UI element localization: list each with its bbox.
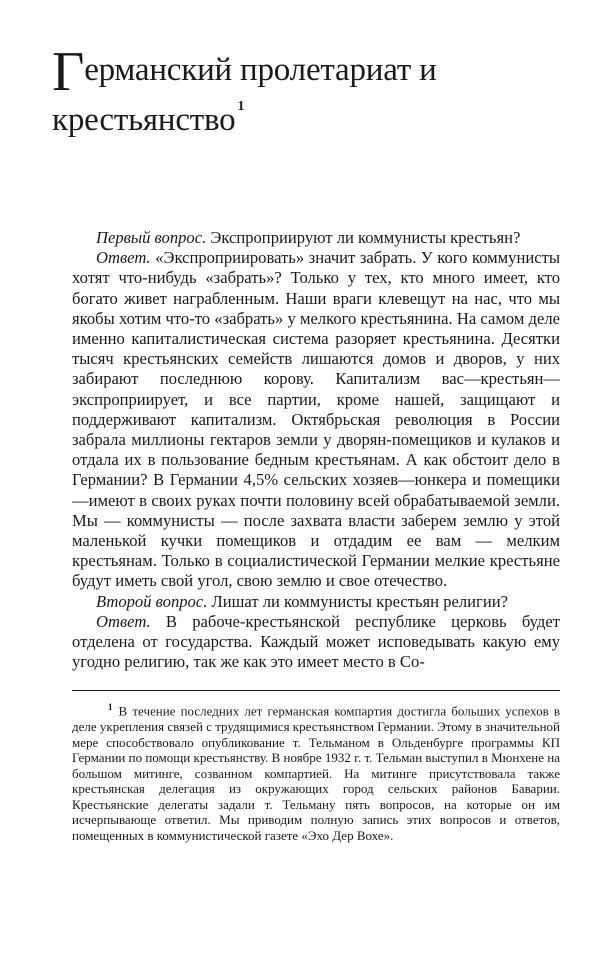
question-1 [72,228,560,248]
footnote-text: В течение последних лет германская компартия достигла больших успехов в деле укрепления связей с трудящимися крестьянством Германии. Этому в значительной мере способствовало опубликование т. Тельманом в Ольденбурге программы КП Германии по помощи крестьянству. В ноябре 1932 г. т. Тельман выступил в Мюнхене на большом митинге, созванном компартией. На митинге присутствовала также крестьянская делегация из окружающих город сельских районов Баварии. Крестьянские делегаты задали т. Тельману пять вопросов, на которые он им исчерпывающе ответил. Мы приводим полную запись этих вопросов и ответов, помещенных в коммунистической газете «Эхо Дер Вохе». [72,703,560,844]
title-text: ерманский пролетариат и крестьянство [52,52,437,138]
answer-2 [72,612,560,673]
answer-2-label: Ответ. [96,611,151,631]
answer-1 [72,248,560,591]
question-2 [72,592,560,612]
chapter-title [52,41,572,138]
question-1-label: Первый вопрос. [96,228,207,247]
answer-1-text: «Экспроприировать» значит забрать. У кого коммунисты хотят что-нибудь «забрать»? Только у тех, кто много имеет, кто богато живет награбленным. Наши враги клевещут на нас, что мы якобы хотим что-то «забрать» у мелкого крестьянина. На самом деле именно капиталистическая система разоряет крестьянина. Десятки тысяч крестьянских семейств лишаются домов и дворов, у них забирают последнюю корову. Капитализм вас—крестьян— экспроприирует, и все партии, кроме нашей, защищают и поддерживают капитализм. Октябрьская революция в России забрала миллионы гектаров земли у дворян-помещиков и кулаков и отдала их в пользование бедным крестьянам. А как обстоит дело в Германии? В Германии 4,5% сельских хозяев—юнкера и помещики—имеют в своих руках почти половину всей обрабатываемой земли. Мы — коммунисты — после захвата власти заберем землю у этой маленькой кучки помещиков и отдадим ее вам — мелким крестьянам. Только в социалистической Германии мелкие крестьяне будут иметь свой угол, свою землю и свое отечество. [72,248,560,591]
footnote-divider [72,690,560,691]
footnote-mark: 1 [108,702,113,712]
question-1-text: Экспроприируют ли коммунисты крестьян? [206,228,521,247]
question-2-text: Лишат ли коммунисты крестьян религии? [207,591,508,611]
title-footnote-mark: 1 [237,99,245,114]
question-2-label: Второй вопрос. [96,591,208,611]
footnote [72,700,560,844]
body-text [72,228,560,672]
answer-1-label: Ответ. [96,248,151,268]
answer-2-text: В рабоче-крестьянской республике церковь будет отделена от государства. Каждый может исповедывать какую ему угодно религию, так же как это имеет место в Со- [72,611,560,672]
title-initial-letter: Г [52,41,85,103]
